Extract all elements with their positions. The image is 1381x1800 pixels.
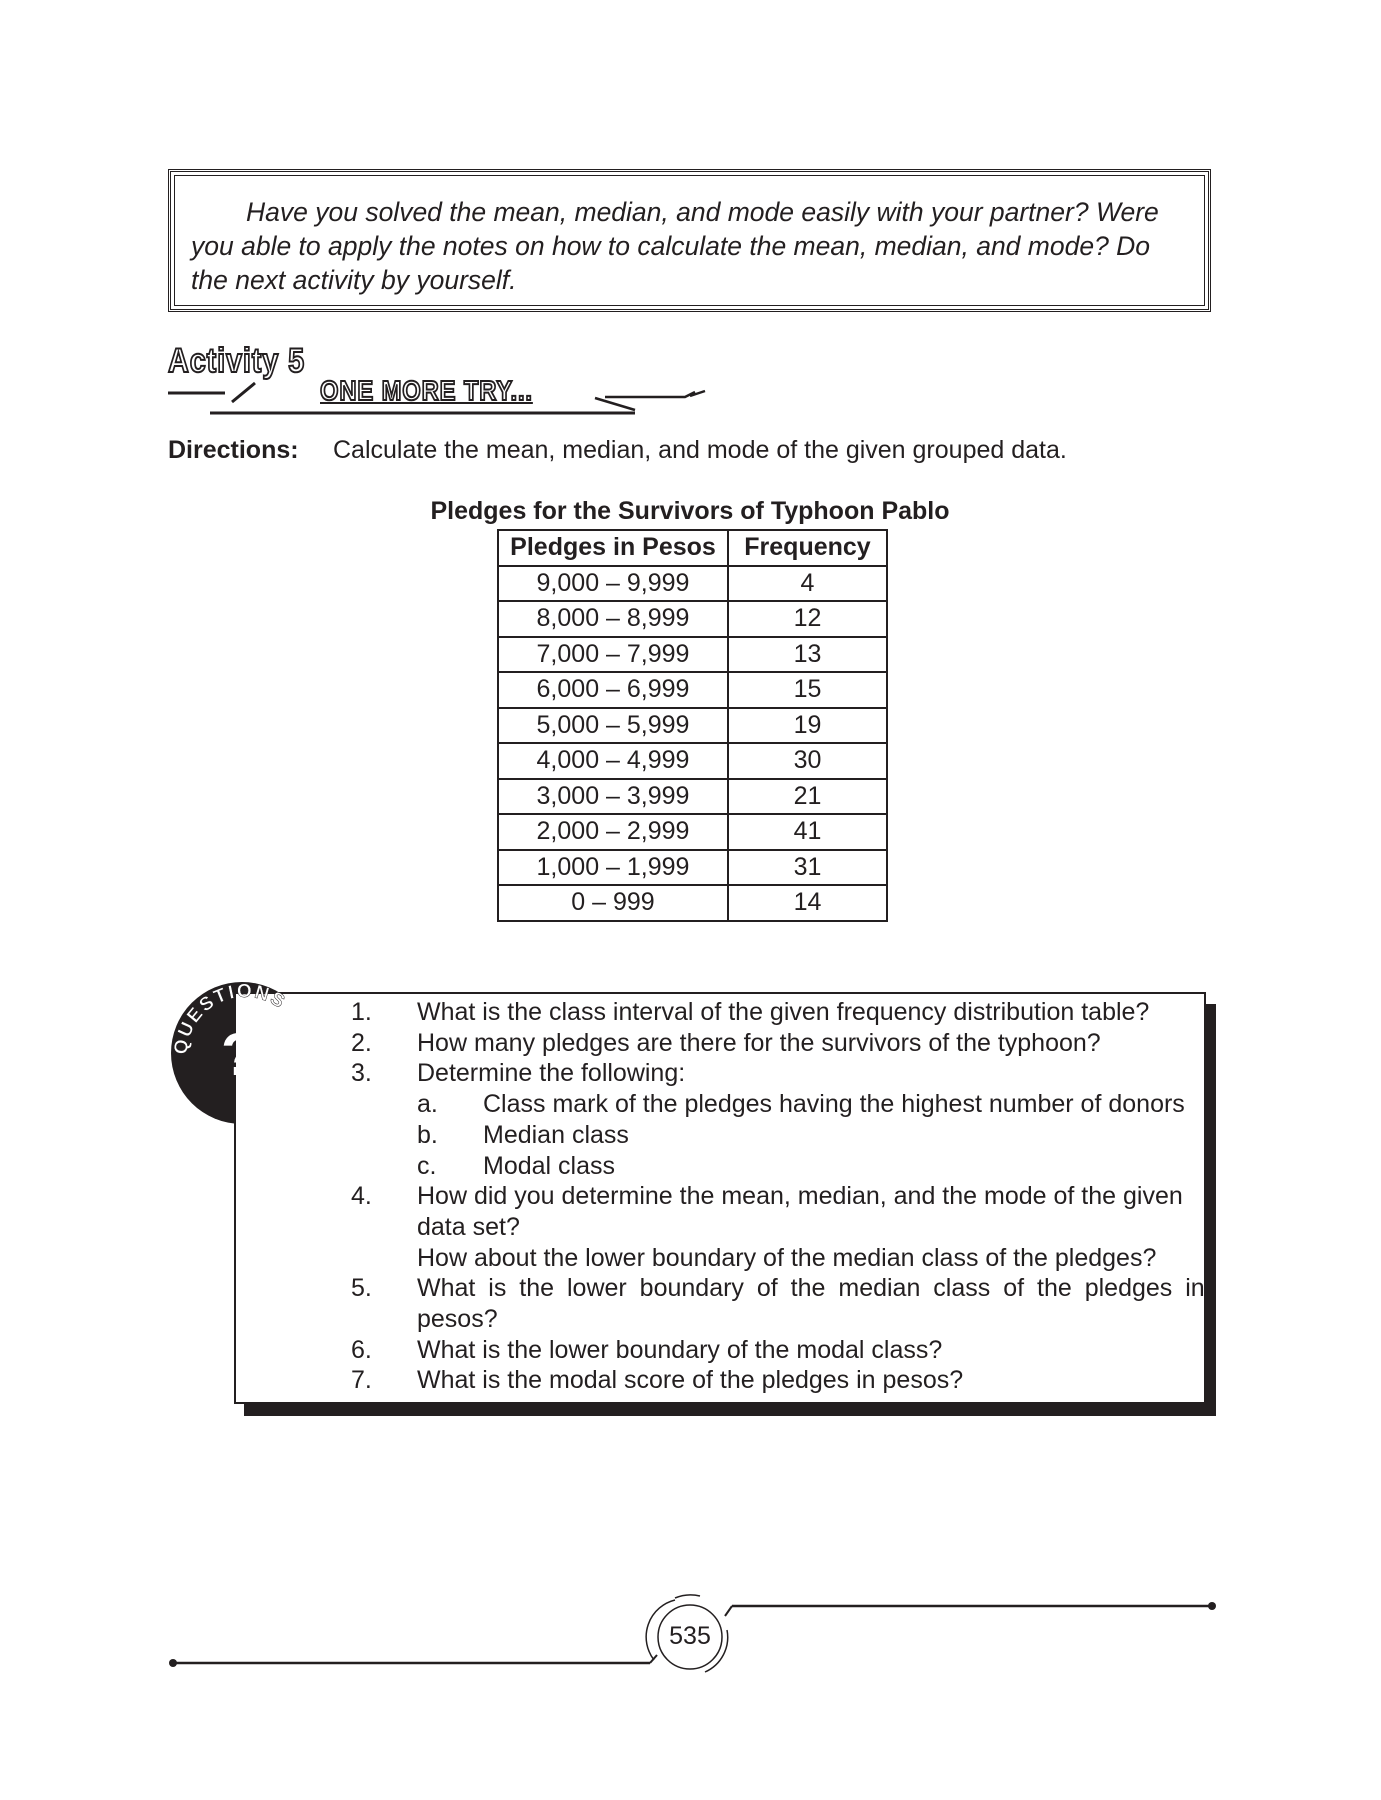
table-row: [498, 885, 887, 921]
question-text: pesos?: [417, 1305, 498, 1333]
pledge-range-cell: 9,000 – 9,999: [498, 566, 728, 602]
question-text: What is the modal score of the pledges in pesos?: [417, 1366, 964, 1395]
table-row: [498, 637, 887, 673]
frequency-cell: 4: [728, 566, 887, 602]
table-row: [498, 743, 887, 779]
frequency-cell: 31: [728, 850, 887, 886]
frequency-cell: 13: [728, 637, 887, 673]
pledge-range-cell: 3,000 – 3,999: [498, 779, 728, 815]
question-number: 6.: [351, 1335, 372, 1364]
frequency-cell: 19: [728, 708, 887, 744]
frequency-cell: 21: [728, 779, 887, 815]
question-number: 7.: [351, 1366, 372, 1395]
question-text: What is the lower boundary of the median class of the pledges in: [417, 1274, 1205, 1303]
question-number: a.: [417, 1090, 438, 1119]
question-text: Determine the following:: [417, 1059, 686, 1088]
question-number: c.: [417, 1151, 437, 1180]
question-text: What is the lower boundary of the modal class?: [417, 1335, 943, 1364]
activity-subtitle: ONE MORE TRY...: [320, 375, 533, 406]
frequency-cell: 14: [728, 885, 887, 921]
pledge-range-cell: 6,000 – 6,999: [498, 672, 728, 708]
pledge-range-cell: 1,000 – 1,999: [498, 850, 728, 886]
svg-text:QUESTIONS: [171, 981, 290, 1056]
page-number: 535: [669, 1622, 711, 1650]
question-text: How many pledges are there for the survivors of the typhoon?: [417, 1028, 1101, 1057]
question-number: 5.: [351, 1274, 372, 1303]
question-mark-icon: ?: [221, 1021, 258, 1088]
table-row: [498, 850, 887, 886]
table-row: [498, 708, 887, 744]
column-header: Frequency: [728, 530, 887, 566]
pledge-range-cell: 5,000 – 5,999: [498, 708, 728, 744]
pledge-range-cell: 2,000 – 2,999: [498, 814, 728, 850]
question-number: 4.: [351, 1182, 372, 1211]
table-row: [498, 566, 887, 602]
question-text: What is the class interval of the given frequency distribution table?: [417, 998, 1150, 1026]
question-text: Class mark of the pledges having the highest number of donors: [483, 1090, 1185, 1119]
question-number: 1.: [351, 998, 372, 1026]
table-row: [498, 779, 887, 815]
frequency-table: [497, 529, 888, 922]
question-number: 2.: [351, 1028, 372, 1057]
directions-text: Calculate the mean, median, and mode of the given grouped data.: [333, 436, 1067, 464]
intro-box: [168, 169, 1211, 312]
table-row: [498, 672, 887, 708]
pledge-range-cell: 7,000 – 7,999: [498, 637, 728, 673]
question-text: Median class: [483, 1120, 629, 1149]
question-number: 3.: [351, 1059, 372, 1088]
activity-title: Activity 5: [168, 342, 306, 380]
table-row: [498, 601, 887, 637]
badge-text: QUESTIONS: [170, 980, 290, 1056]
intro-text: Have you solved the mean, median, and mode easily with your partner? Were you able to apply the notes on how to calculate the mean, median, and mode? Do the next activity by yourself.: [191, 197, 1159, 295]
activity-decoration: [165, 380, 725, 420]
pledge-range-cell: 8,000 – 8,999: [498, 601, 728, 637]
table-row: [498, 814, 887, 850]
frequency-cell: 12: [728, 601, 887, 637]
frequency-cell: 41: [728, 814, 887, 850]
question-text: data set?: [417, 1212, 520, 1241]
directions-label: Directions:: [168, 436, 299, 464]
column-header: Pledges in Pesos: [498, 530, 728, 566]
questions-badge-label: [165, 975, 325, 1135]
pledge-range-cell: 0 – 999: [498, 885, 728, 921]
pledge-range-cell: 4,000 – 4,999: [498, 743, 728, 779]
table-title: Pledges for the Survivors of Typhoon Pablo: [430, 497, 950, 525]
question-text: How did you determine the mean, median, and the mode of the given: [417, 1182, 1183, 1211]
frequency-cell: 15: [728, 672, 887, 708]
frequency-cell: 30: [728, 743, 887, 779]
question-number: b.: [417, 1120, 438, 1149]
question-text: How about the lower boundary of the median class of the pledges?: [417, 1243, 1157, 1272]
question-text: Modal class: [483, 1151, 615, 1180]
